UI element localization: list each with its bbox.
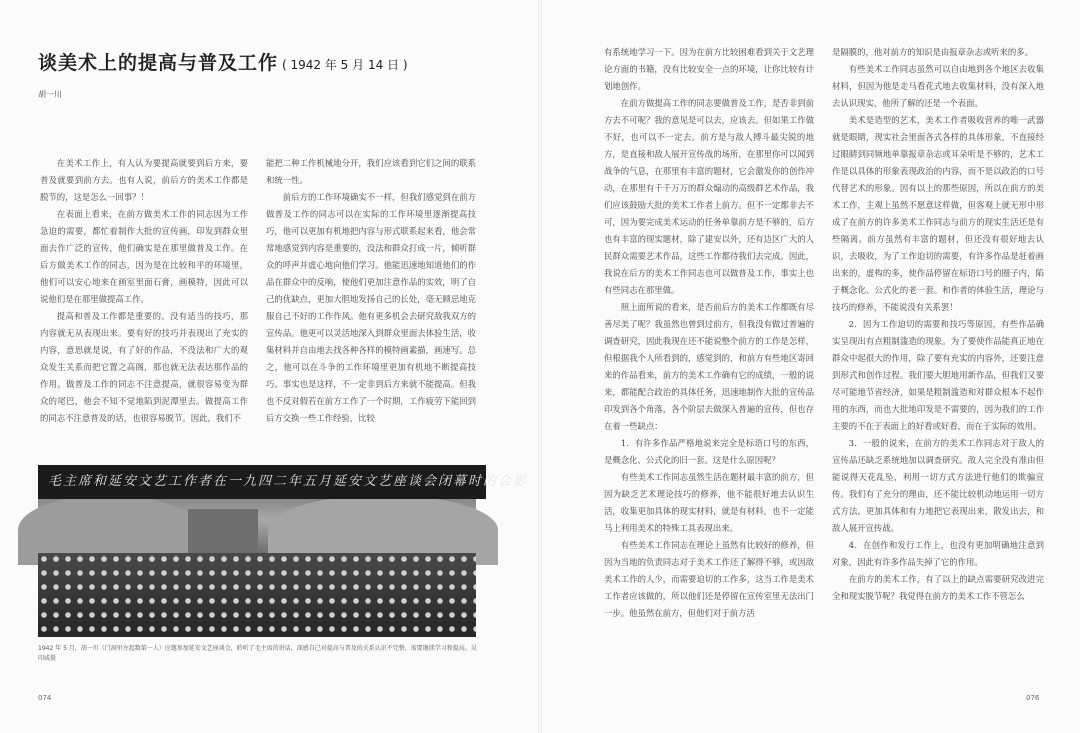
paragraph: 美术是造型的艺术，美术工作者吸收营养的唯一武器就是眼睛，现实社会里面各式各样的具体形象，不直接经过眼睛到同频地单靠报章杂志或耳朵听是不够的，艺术工作是以具体的形象表现政治的内容，而不是以政治的口号代替艺术的形象。因有以上的那些原因，所以在前方的美术工作，主观上虽然不愿意这样做，但客观上就无形中形成了在前方的许多美术工作同志与前方的现实生活还是有些隔离。前方虽然有丰富的题材，但还没有很好地去认识，去吸收，为了工作迫切的需要，有许多作品是赶着画出来的，虚构的多，使作品停留在标语口号的圈子内，陷于概念化、公式化的老一套。和作者的体验生活，理论与技巧的修养，不能说没有关系罢！	[832, 115, 1044, 312]
text-column-2	[266, 155, 476, 447]
paragraph: 在前方的美术工作，有了以上的缺点需要研究改进完全和现实脱节呢？我觉得在前方的美术工作不管怎么	[832, 574, 1044, 601]
page-number-left: 074	[38, 694, 52, 702]
paragraph: 提高和普及工作都是重要的。没有适当的技巧，那内容就无从表现出来。要有好的技巧并表现出了充实的内容，意思就是说，有了好的作品，不没法和广大的观众发生关系而把它置之高阁，那也就无法表达那作品的作用。做普及工作的同志不注意提高，就很容易变为群众的尾巴，他会不知不觉地陷到泥潭里去。做提高工作的同志不注意普及的话，也很容易脱节。因此，我们不	[40, 311, 248, 423]
photo-crowd	[38, 553, 476, 637]
text-column-1	[40, 155, 248, 447]
page-number-right: 076	[1026, 694, 1040, 702]
left-page	[0, 0, 538, 733]
photo-building	[188, 509, 258, 559]
author-name: 胡一川	[38, 90, 62, 99]
paragraph: 2．因为工作迫切的需要和技巧等原因，有些作品确实呈现出有点粗制滥造的现象。为了要使作品能真正地在群众中起很大的作用，除了要有充实的内容外，还要注意到形式和创作过程。我们要大胆地用新作品，但我们又要尽可能地节省经济，如果是粗制滥造和对群众根本不起作用的东西，而也大批地印发是不需要的，因为我们的工作主要的不在于表面上的好看或好看，而在于实际的效用。	[832, 319, 1044, 431]
paragraph: 是隔膜的，他对前方的知识是由报章杂志或听来的多。	[832, 47, 1033, 57]
paragraph: 在前方做提高工作的同志要做普及工作，是否非到前方去不可呢？我的意见是可以去，应该去。但如果工作做不好，也可以不一定去。前方是与敌人搏斗最尖锐的地方，是直接和敌人展开宣传战的场所，在那里你可以闻到战争的气息，在那里有丰富的题材，它会激发你的创作冲动，在那里有千千万万的群众煽动的高级群艺术作品，我们应该鼓励大批的美术工作者上前方。但不一定都非去不可，因为要完成美术运动的任务单靠前方是不够的，后方也有丰富的现实题材，除了建安以外，还有边区广大的人民群众需要艺术作品，这些工作都待我们去完成。因此，我说在后方的美术工作同志也可以做普及工作，事实上也有些同志在那里做。	[604, 98, 814, 295]
article-date: ( 1942 年 5 月 14 日 )	[282, 58, 408, 72]
article-title	[38, 48, 408, 75]
right-page	[542, 0, 1080, 733]
historical-group-photo	[38, 465, 529, 637]
paragraph: 在表面上看来，在前方做美术工作的同志因为工作急迫的需要，都忙着制作大批的宣传画，印发到群众里面去作广泛的宣传，他们确实是在那里做普及工作。在后方做美术工作的同志，因为是在比较和平的环境里，他们可以安心地来在画室里面石膏，画模特，因此可以说他们是在那里做提高工作。	[40, 209, 248, 304]
article-title-text: 谈美术上的提高与普及工作	[38, 52, 279, 74]
photo-caption: 1942 年 5 月，胡一川（门洞里左起数第一人）应邀参加延安文艺座谈会，聆听了毛主席的讲话，深感自己对提高与普及的关系认识不完整，需要继续学习和提高。吴印咸摄	[38, 645, 477, 662]
paragraph: 照上面所说的看来，是否前后方的美术工作都既有尽善尽美了呢？我虽然也曾到过前方，但我没有做过普遍的调查研究，因此我现在还不能说整个前方的工作是怎样，但根据我个人所看到的，感觉到的，和前方有些地区寄回来的作品看来，前方的美术工作确有它的成绩，一般的说来，都能配合政治的具体任务，迅速地制作大批的宣传品印发到各个角落，各个阶层去做深入普遍的宣传，但也存在着一些缺点：	[604, 302, 814, 431]
paragraph: 在美术工作上，有人认为要提高就要到后方来，要普及就要到前方去。也有人说，前后方的美术工作都是脱节的，这是怎么一回事？！	[40, 158, 248, 202]
text-column-4	[832, 44, 1044, 664]
paragraph: 有些美术工作同志虽然可以自由地到各个地区去收集材料，但因为他是走马看花式地去收集材料，没有深入地去认识现实，他所了解的还是一个表面。	[832, 64, 1044, 108]
paragraph: 3．一般的说来，在前方的美术工作同志对于敌人的宣传品还缺乏系统地加以调查研究。敌人完全没有准由但能说得天花乱坠，利用一切方式方法进行他们的欺骗宣传。我们有了充分的理由，还不能比较机动地运用一切方式方法，更加具体和有力地把它表现出来，散发出去，和敌人展开宣传战。	[832, 438, 1044, 533]
paragraph: 有系统地学习一下。因为在前方比较困难看到关于文艺理论方面的书籍，没有比较安全一点的环境，让你比较有计划地创作。	[604, 47, 814, 91]
paragraph: 有些美术工作同志虽然生活在题材最丰富的前方，但因为缺乏艺术理论技巧的修养，他不能很好地去认识生活，收集更加具体的现实材料，就是有材料，也不一定能马上利用美术的特殊工具表现出来。	[604, 472, 814, 533]
photo-banner-text: 毛主席和延安文艺工作者在一九四二年五月延安文艺座谈会闭幕时的合影	[38, 465, 486, 499]
paragraph: 4．在创作和发行工作上，也没有更加明确地注意到对象，因此有许多作品失掉了它的作用。	[832, 540, 1044, 567]
paragraph: 1．有许多作品严格地说来完全是标语口号的东西，是概念化、公式化的旧一套。这是什么原因呢？	[604, 438, 814, 465]
paragraph: 有些美术工作同志在理论上虽然有比较好的修养，但因为当地的负责同志对于美术工作还了解得不够，或因敌美术工作的人少，而需要迫切的工作多，这当工作是美术工作者应该做的，所以他们还是停留在宣传室里无法出门一步。他虽然在前方，但他们对于前方活	[604, 540, 814, 618]
text-column-3	[604, 44, 814, 664]
paragraph: 能把二种工作机械地分开，我们应该看到它们之间的联系和统一性。	[266, 158, 476, 185]
paragraph: 前后方的工作环境确实不一样，但我们感觉到在前方做普及工作的同志可以在实际的工作环境里逐渐提高技巧，他可以更加有机地把内容与形式联系起来看，他会常常地感觉到内容是重要的，没法和群众打成一片，倾听群众的呼声并虚心地向他们学习。他能迅速地知道他们的作品在群众中的反响，使他们更加注意作品的实效，明了自己的优缺点，更加大胆地发扬自己的长处，毫无顾忌地克服自己不好的工作作风。他有更多机会去研究敌我双方的宣传品。他更可以灵活地深入到群众里面去体验生活，收集材料并自由地去找各种各样的模特画素描，画速写。总之，他可以在斗争的工作环境里更加有机地不断提高技巧。事实也是这样，不一定非到后方来就不能提高。但我也不反对假若在前方工作了一个时期，工作疲劳下能回到后方交换一些工作经验，比较	[266, 192, 476, 423]
